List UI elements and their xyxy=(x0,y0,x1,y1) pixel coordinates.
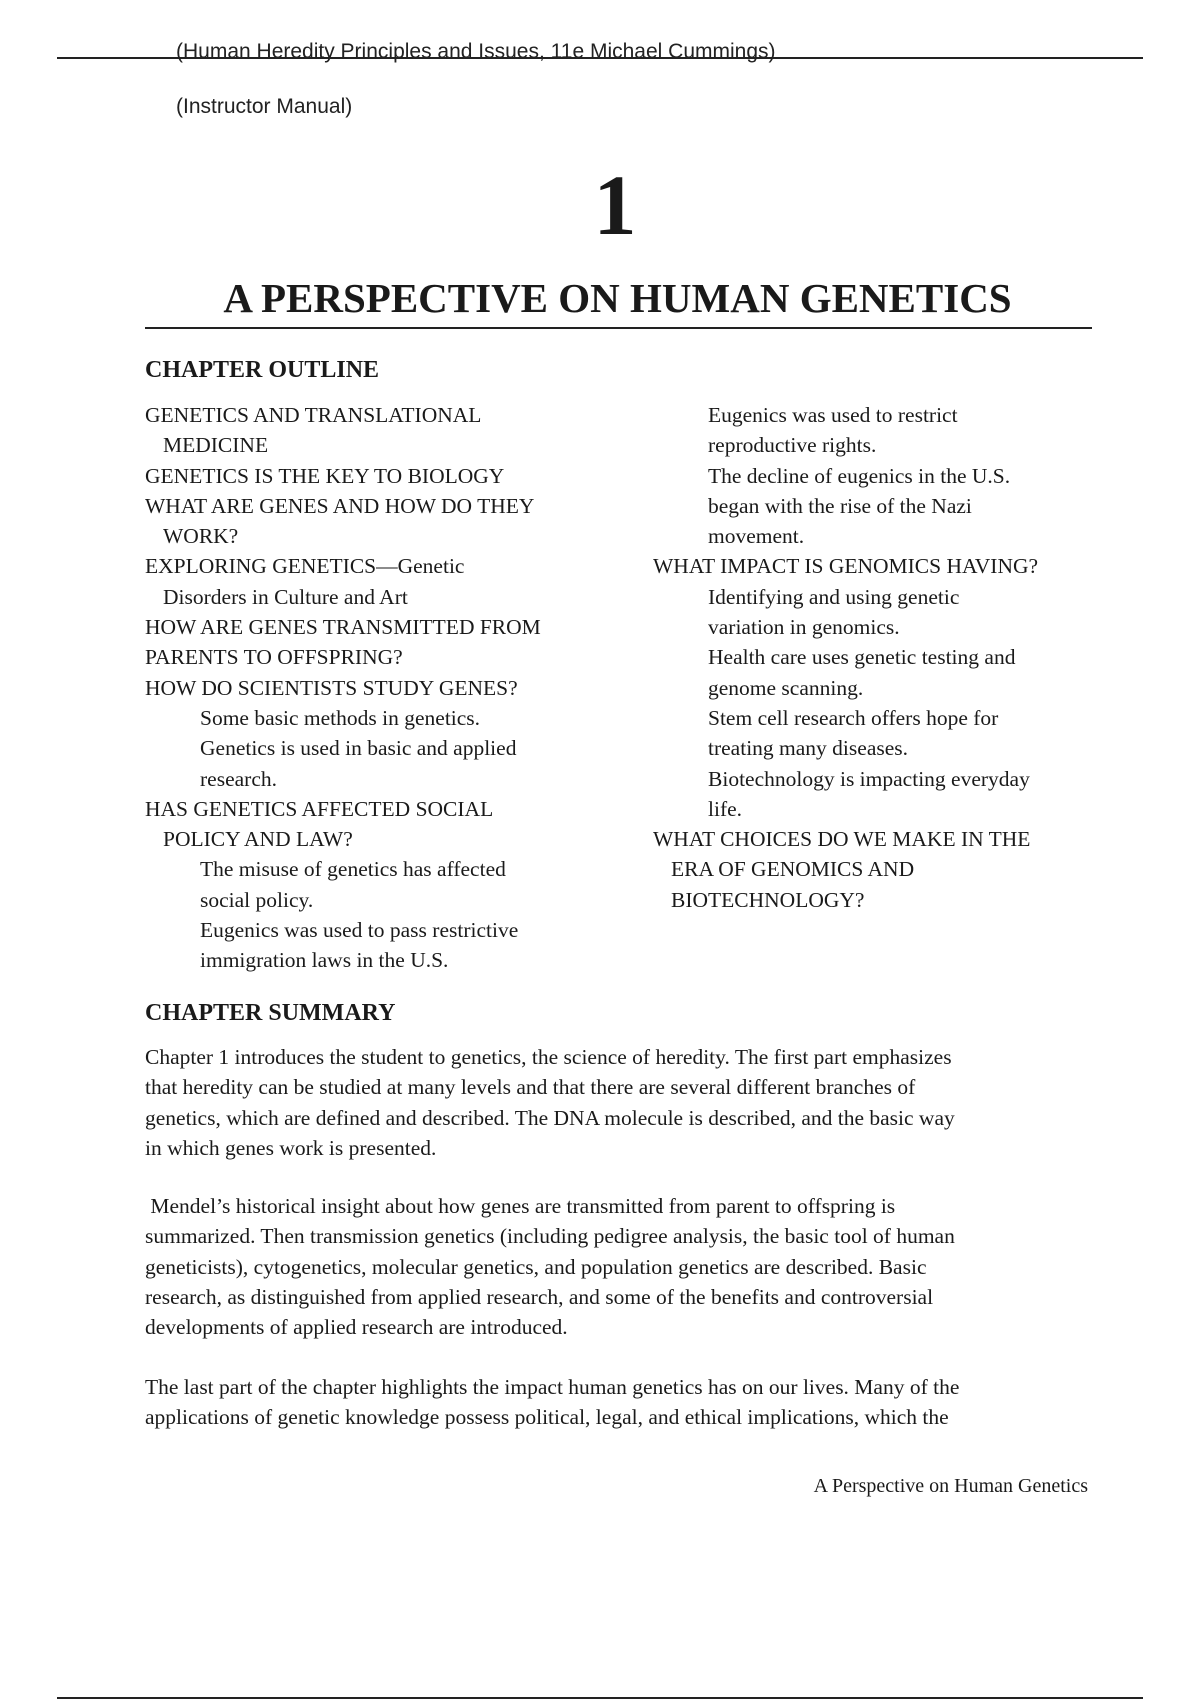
outline-item: social policy. xyxy=(200,887,314,912)
summary-line: summarized. Then transmission genetics (including pedigree analysis, the basic tool of human xyxy=(145,1224,955,1249)
summary-line: genetics, which are defined and described. The DNA molecule is described, and the basic way xyxy=(145,1105,955,1130)
summary-paragraph-3 xyxy=(145,1372,1105,1433)
outline-item: Stem cell research offers hope for xyxy=(708,705,999,730)
summary-paragraph-2 xyxy=(145,1191,1105,1342)
outline-item: WORK? xyxy=(163,524,239,549)
summary-line: applications of genetic knowledge possess political, legal, and ethical implications, which the xyxy=(145,1405,949,1430)
summary-line: developments of applied research are introduced. xyxy=(145,1315,568,1340)
outline-item: The misuse of genetics has affected xyxy=(200,857,506,882)
outline-item: Eugenics was used to restrict xyxy=(708,403,958,427)
summary-line: that heredity can be studied at many levels and that there are several different branches of xyxy=(145,1075,916,1100)
outline-item: Biotechnology is impacting everyday xyxy=(708,766,1030,791)
running-footer-title: A Perspective on Human Genetics xyxy=(813,1475,1088,1497)
outline-item: PARENTS TO OFFSPRING? xyxy=(145,645,403,670)
summary-line: in which genes work is presented. xyxy=(145,1135,437,1160)
manual-label: (Instructor Manual) xyxy=(176,95,353,118)
chapter-title: A PERSPECTIVE ON HUMAN GENETICS xyxy=(223,275,1012,321)
summary-paragraph-1 xyxy=(145,1042,1105,1163)
summary-line: research, as distinguished from applied research, and some of the benefits and controversial xyxy=(145,1284,934,1309)
summary-heading: CHAPTER SUMMARY xyxy=(145,1000,396,1026)
outline-item: Eugenics was used to pass restrictive xyxy=(200,918,519,943)
outline-item: reproductive rights. xyxy=(708,433,877,458)
outline-item: MEDICINE xyxy=(163,433,269,458)
outline-item: WHAT CHOICES DO WE MAKE IN THE xyxy=(653,827,1031,852)
summary-line: Mendel’s historical insight about how genes are transmitted from parent to offspring is xyxy=(145,1194,896,1218)
title-rule xyxy=(145,327,1092,329)
outline-item: variation in genomics. xyxy=(708,615,900,640)
outline-item: The decline of eugenics in the U.S. xyxy=(708,463,1011,488)
outline-item: began with the rise of the Nazi xyxy=(708,493,972,518)
summary-line: The last part of the chapter highlights the impact human genetics has on our lives. Many of the xyxy=(145,1375,960,1399)
outline-heading: CHAPTER OUTLINE xyxy=(145,357,380,383)
chapter-number: 1 xyxy=(593,157,637,253)
outline-left-column xyxy=(145,400,645,976)
outline-item: Disorders in Culture and Art xyxy=(163,584,408,609)
outline-item: POLICY AND LAW? xyxy=(163,827,353,852)
outline-item: HOW ARE GENES TRANSMITTED FROM xyxy=(145,615,541,640)
outline-item: treating many diseases. xyxy=(708,736,909,761)
outline-item: life. xyxy=(708,796,743,821)
outline-item: Some basic methods in genetics. xyxy=(200,705,481,730)
outline-item: ERA OF GENOMICS AND xyxy=(671,857,915,882)
outline-item: HOW DO SCIENTISTS STUDY GENES? xyxy=(145,675,518,700)
outline-item: movement. xyxy=(708,524,805,549)
source-header: (Human Heredity Principles and Issues, 11e Michael Cummings) xyxy=(176,40,776,63)
outline-item: EXPLORING GENETICS—Genetic xyxy=(145,554,465,579)
outline-item: WHAT IMPACT IS GENOMICS HAVING? xyxy=(653,554,1039,579)
outline-item: Identifying and using genetic xyxy=(708,584,960,609)
outline-item: Health care uses genetic testing and xyxy=(708,645,1016,670)
outline-item: GENETICS AND TRANSLATIONAL xyxy=(145,403,482,427)
outline-item: WHAT ARE GENES AND HOW DO THEY xyxy=(145,493,535,518)
outline-item: research. xyxy=(200,766,277,791)
summary-line: Chapter 1 introduces the student to genetics, the science of heredity. The first part emphasizes xyxy=(145,1045,952,1069)
outline-item: genome scanning. xyxy=(708,675,864,700)
outline-right-column xyxy=(653,400,1123,915)
outline-item: immigration laws in the U.S. xyxy=(200,948,449,973)
summary-line: geneticists), cytogenetics, molecular genetics, and population genetics are described. Basic xyxy=(145,1254,927,1279)
outline-item: Genetics is used in basic and applied xyxy=(200,736,517,761)
bottom-rule xyxy=(57,1697,1143,1699)
outline-item: BIOTECHNOLOGY? xyxy=(671,887,865,912)
outline-item: GENETICS IS THE KEY TO BIOLOGY xyxy=(145,463,505,488)
outline-item: HAS GENETICS AFFECTED SOCIAL xyxy=(145,796,494,821)
